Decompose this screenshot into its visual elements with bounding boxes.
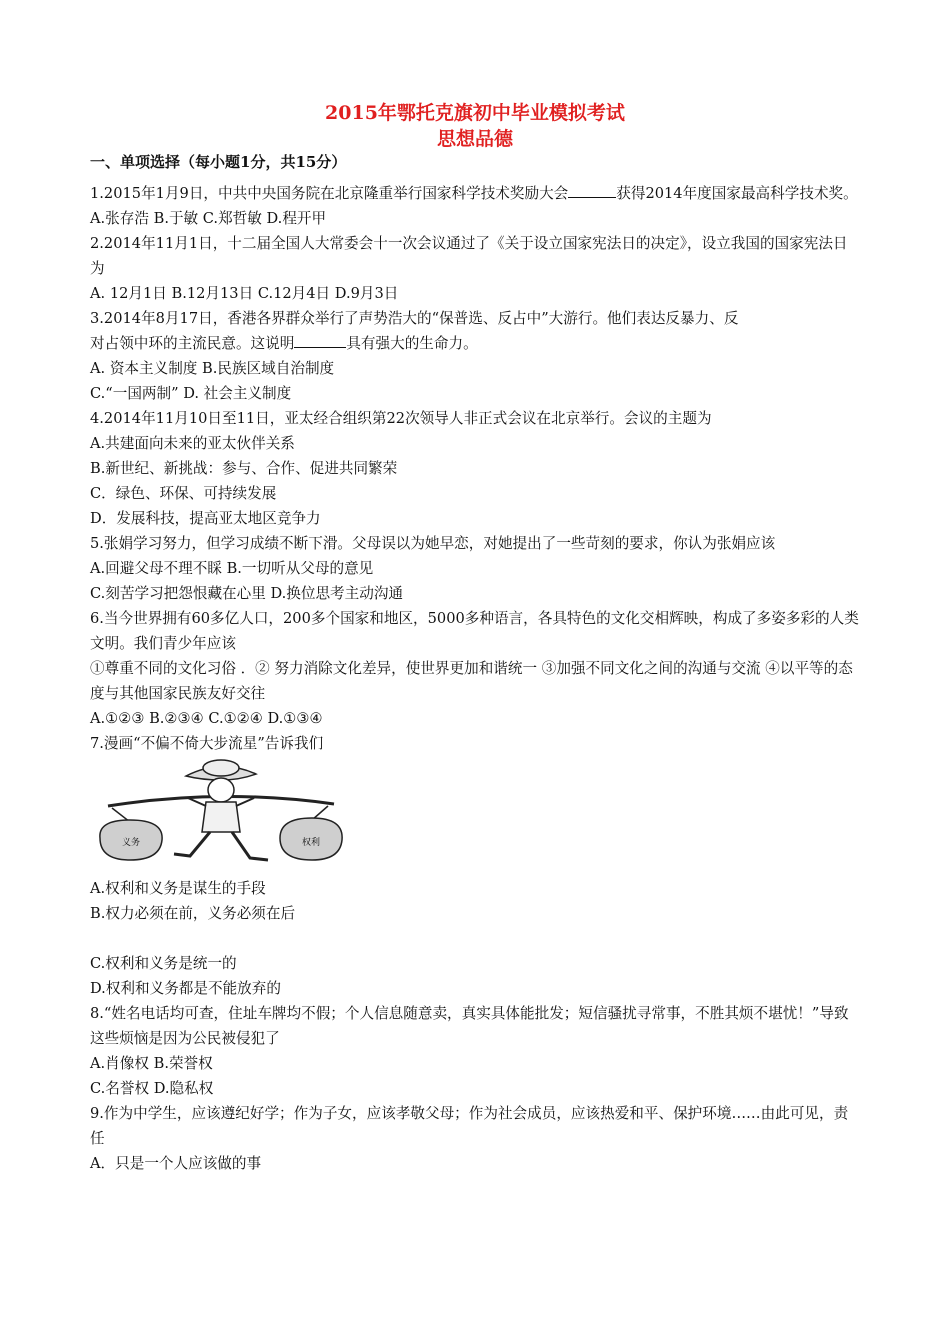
spacer <box>90 926 862 951</box>
question-1 <box>90 181 862 206</box>
q1-stem-part1: 1.2015年1月9日，中共中央国务院在北京隆重举行国家科学技术奖励大会 <box>90 185 569 202</box>
q5-options-row2: C.刻苦学习把怨恨藏在心里 D.换位思考主动沟通 <box>90 585 404 602</box>
q6-options: A.①②③ B.②③④ C.①②④ D.①③④ <box>90 710 323 727</box>
cartoon-illustration <box>90 758 352 870</box>
q3-stem-part2: 具有强大的生命力。 <box>346 335 478 352</box>
q9-option-a: A．只是一个人应该做的事 <box>90 1155 262 1172</box>
q3-stem-line1: 3.2014年8月17日，香港各界群众举行了声势浩大的“保普选、反占中”大游行。他们表达反暴力、反 <box>90 310 739 327</box>
q6-items: ①尊重不同的文化习俗 ．② 努力消除文化差异，使世界更加和谐统一 ③加强不同文化之间的沟通与交流 ④以平等的态度与其他国家民族友好交往 <box>90 660 853 702</box>
q4-stem: 4.2014年11月10日至11日，亚太经合组织第22次领导人非正式会议在北京举行。会议的主题为 <box>90 410 712 427</box>
q9-stem: 9.作为中学生，应该遵纪好学；作为子女，应该孝敬父母；作为社会成员，应该热爱和平、保护环境……由此可见，责任 <box>90 1105 849 1147</box>
q2-options: A. 12月1日 B.12月13日 C.12月4日 D.9月3日 <box>90 285 399 302</box>
q7-stem: 7.漫画“不偏不倚大步流星”告诉我们 <box>90 735 324 752</box>
section-heading: 一、单项选择（每小题1分，共15分） <box>90 153 347 171</box>
bag-label-right: 权利 <box>302 838 321 848</box>
q8-options-row2: C.名誉权 D.隐私权 <box>90 1080 214 1097</box>
q6-stem: 6.当今世界拥有60多亿人口，200多个国家和地区，5000多种语言，各具特色的文化交相辉映，构成了多姿多彩的人类文明。我们青少年应该 <box>90 610 859 652</box>
answer-blank <box>294 333 346 348</box>
exam-subject: 思想品德 <box>436 128 513 150</box>
q1-options: A.张存浩 B.于敏 C.郑哲敏 D.程开甲 <box>90 210 327 227</box>
q4-option-b: B.新世纪、新挑战：参与、合作、促进共同繁荣 <box>90 460 398 477</box>
q4-option-c: C．绿色、环保、可持续发展 <box>90 485 277 502</box>
q4-option-d: D．发展科技，提高亚太地区竞争力 <box>90 510 321 527</box>
q3-stem-part1: 对占领中环的主流民意。这说明 <box>90 335 295 352</box>
q5-stem: 5.张娟学习努力，但学习成绩不断下滑。父母误以为她早恋，对她提出了一些苛刻的要求，你认为张娟应该 <box>90 535 776 552</box>
q7-option-a: A.权利和义务是谋生的手段 <box>90 880 266 897</box>
q8-stem: 8.“姓名电话均可查，住址车牌均不假；个人信息随意卖，真实具体能批发；短信骚扰寻常事，不胜其烦不堪忧！”导致这些烦恼是因为公民被侵犯了 <box>90 1005 849 1047</box>
q7-option-b: B.权力必须在前，义务必须在后 <box>90 905 296 922</box>
question-list <box>90 181 862 1176</box>
q4-option-a: A.共建面向未来的亚太伙伴关系 <box>90 435 295 452</box>
q3-options-row1: A. 资本主义制度 B.民族区域自治制度 <box>90 360 335 377</box>
q7-option-d: D.权利和义务都是不能放弃的 <box>90 980 281 997</box>
q7-option-c: C.权利和义务是统一的 <box>90 955 237 972</box>
q2-stem: 2.2014年11月1日，十二届全国人大常委会十一次会议通过了《关于设立国家宪法日的决定》，设立我国的国家宪法日为 <box>90 235 848 277</box>
q5-options-row1: A.回避父母不理不睬 B.一切听从父母的意见 <box>90 560 374 577</box>
q3-options-row2: C.“一国两制” D. 社会主义制度 <box>90 385 292 402</box>
q3-stem-line2 <box>90 331 862 356</box>
exam-title: 2015年鄂托克旗初中毕业模拟考试 <box>325 102 625 124</box>
q8-options-row1: A.肖像权 B.荣誉权 <box>90 1055 213 1072</box>
bag-label-left: 义务 <box>122 838 141 848</box>
answer-blank <box>568 183 616 198</box>
q1-stem-part2: 获得2014年度国家最高科学技术奖。 <box>616 185 858 202</box>
